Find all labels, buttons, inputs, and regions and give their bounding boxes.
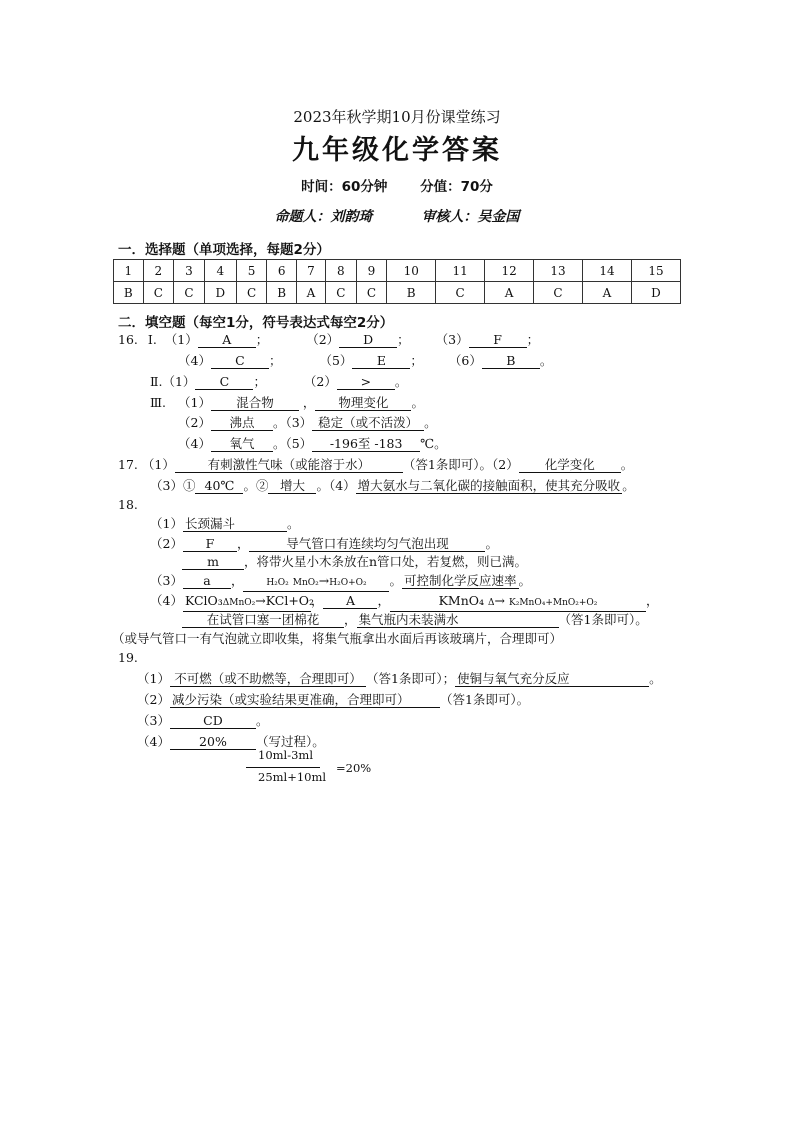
q18-line3 [182, 553, 527, 571]
q18-answer-4e: 集气瓶内未装满水 [357, 612, 559, 628]
table-row-numbers [114, 260, 681, 282]
table-cell: C [436, 282, 485, 304]
q18-equation-3 [390, 593, 646, 612]
table-cell: B [114, 282, 144, 304]
q16-part3-answer-4: 氧气 [211, 436, 273, 452]
table-cell: C [143, 282, 174, 304]
q18-answer-4b: A [323, 593, 377, 609]
q16-line6: （2） 沸点 。（3） 稳定（或不活泼） 。 [178, 415, 437, 430]
q18-answer-2a: F [183, 536, 237, 552]
q19-answer-3: CD [170, 713, 256, 729]
q18-number: 18. [118, 497, 138, 512]
q18-answer-2b: 导气管口有连续均匀气泡出现 [249, 536, 485, 552]
table-cell: C [356, 282, 387, 304]
table-cell: 15 [631, 260, 680, 282]
q18-eq1-reactant: H₂O₂ [266, 578, 289, 588]
exam-meta [0, 175, 794, 195]
q18-eq3-reactant: KMnO₄ [438, 593, 485, 608]
q16-line7: （4） 氧气 。（5） -196至 -183 ℃。 [178, 436, 447, 451]
exam-score: 分值：70分 [420, 179, 493, 195]
q19-line4: （4） 20% （写过程）。 [137, 734, 325, 749]
q16-part3-answer-5: -196至 -183 [312, 436, 420, 452]
q18-line1: （1） 长颈漏斗 。 [150, 516, 300, 531]
q16-answer-6: B [482, 353, 540, 369]
table-cell: C [325, 282, 356, 304]
q17-line2: （3）① 40℃ 。② 增大 。（4） 增大氨水与二氧化碳的接触面积，使其充分吸收 。 [150, 478, 635, 493]
q18-answer-4d: 在试管口塞一团棉花 [182, 612, 344, 628]
exam-reviewer: 审核人：吴金国 [421, 209, 520, 225]
table-cell: 1 [114, 260, 144, 282]
exam-time: 时间：60分钟 [301, 179, 388, 195]
q18-line6: 在试管口塞一团棉花 ， 集气瓶内未装满水 （答1条即可）。 [182, 611, 648, 629]
exam-title: 九年级化学答案 [292, 135, 502, 166]
table-cell: 11 [436, 260, 485, 282]
q17-answer-1: 有刺激性气味（或能溶于水） [175, 457, 403, 473]
table-cell: 3 [174, 260, 205, 282]
q17-answer-4: 增大氨水与二氧化碳的接触面积，使其充分吸收 [357, 478, 621, 493]
q19-answer-1a: 不可燃（或不助燃等，合理即可） [170, 671, 366, 687]
q18-note: （答1条即可）。 [558, 612, 648, 627]
q19-answer-2: 减少污染（或实验结果更准确，合理即可） [170, 692, 440, 708]
q19-note-4: （写过程）。 [255, 734, 325, 749]
q16-part3-answer-3: 稳定（或不活泼） [312, 415, 424, 431]
exam-author: 命题人：刘韵琦 [274, 209, 373, 225]
exam-authors [0, 206, 794, 226]
table-cell: 6 [267, 260, 297, 282]
q19-line3: （3） CD 。 [137, 713, 269, 728]
table-cell: B [267, 282, 297, 304]
q18-eq2-catalyst: MnO₂ [229, 598, 256, 608]
q18-answer-3c: 可控制化学反应速率 [403, 573, 517, 588]
q19-line2: （2） 减少污染（或实验结果更准确，合理即可） （答1条即可）。 [137, 692, 530, 707]
q19-line1: （1） 不可燃（或不助燃等，合理即可） （答1条即可）； 使铜与氧气充分反应 。 [137, 671, 662, 686]
q18-eq2-condition: Δ [222, 598, 230, 608]
q16-answer-2: D [339, 332, 397, 348]
q16-part2-answer-1: C [195, 374, 253, 390]
arrow-icon: → [255, 593, 266, 608]
q18-equation-2 [183, 593, 315, 612]
q18-text-2d: ，将带火星小木条放在n管口处，若复燃，则已满。 [244, 554, 528, 569]
q16-part3-label: Ⅲ. [150, 395, 167, 410]
q16-answer-4: C [211, 353, 269, 369]
q16-line4 [150, 394, 166, 412]
q16-part2-label: Ⅱ. [150, 374, 163, 389]
q18-extra-note: （或导气管口一有气泡就立即收集，将集气瓶拿出水面后再该玻璃片，合理即可） [112, 631, 563, 646]
table-cell: D [631, 282, 680, 304]
table-cell: 2 [143, 260, 174, 282]
calc-denominator: 25ml+10ml [258, 770, 327, 784]
q18-line5: （4） KClO₃ΔMnO₂→KCl+O₂， A ， KMnO₄ Δ→ K₂MnO₄+MnO₂+O₂ ， [150, 592, 659, 612]
table-cell: 5 [236, 260, 267, 282]
fraction-bar [246, 767, 320, 768]
q18-eq3-product: K₂MnO₄+MnO₂+O₂ [508, 598, 598, 608]
q16-part1-label: Ⅰ. [147, 332, 157, 347]
table-cell: C [534, 282, 583, 304]
q19-answer-1b: 使铜与氧气充分反应 [455, 671, 649, 687]
q16-part3-answer-1a: 混合物 [211, 395, 299, 411]
q16-line2: （4） C ； （5） E ； （6） B 。 [178, 353, 553, 368]
table-row-answers [114, 282, 681, 304]
q16-part3-answer-1b: 物理变化 [315, 395, 411, 411]
calc-result: =20% [336, 761, 372, 775]
q19-note-2: （答1条即可）。 [439, 692, 530, 707]
q19-note-1: （答1条即可）； [365, 671, 456, 686]
q18-eq2-reactant: KClO₃ [184, 593, 223, 608]
table-cell: 9 [356, 260, 387, 282]
q18-eq3-condition: Δ [488, 598, 495, 608]
table-cell: A [485, 282, 534, 304]
table-cell: D [204, 282, 236, 304]
q18-eq1-catalyst: MnO₂ [292, 578, 319, 588]
table-cell: 14 [582, 260, 631, 282]
section2-heading: 二．填空题（每空1分，符号表达式每空2分） [118, 315, 394, 331]
q16-line1: 16. Ⅰ. （1） A ； （2） D ； （3） F ； [118, 332, 540, 347]
exam-subtitle: 2023年秋学期10月份课堂练习 [293, 108, 501, 126]
section1-heading: 一．选择题（单项选择，每题2分） [118, 242, 330, 258]
arrow-icon: → [494, 593, 505, 608]
table-cell: A [296, 282, 325, 304]
q18-answer-2c: m [182, 554, 244, 570]
q17-note: （答1条即可） [402, 457, 480, 472]
q16-number: 16. [118, 332, 138, 347]
q18-answer-1: 长颈漏斗 [183, 516, 287, 532]
table-cell: C [236, 282, 267, 304]
choice-answer-table [113, 259, 681, 304]
q17-answer-3a: 40℃ [195, 478, 243, 494]
q17-number: 17. [118, 457, 138, 472]
table-cell: 4 [204, 260, 236, 282]
q18-answer-3a: a [183, 573, 231, 589]
q18-eq1-product: H₂O+O₂ [329, 578, 367, 588]
q19-answer-4: 20% [170, 734, 256, 750]
q16-part2-answer-2: > [337, 374, 395, 390]
q16-answer-3: F [469, 332, 527, 348]
table-cell: 13 [534, 260, 583, 282]
q18-eq2-product: KCl+O₂ [265, 593, 315, 608]
q17-answer-2: 化学变化 [519, 457, 621, 473]
table-cell: A [582, 282, 631, 304]
table-cell: 8 [325, 260, 356, 282]
q16-line5: （1） 混合物 ， 物理变化 。 [178, 395, 424, 410]
q16-part3-answer-2: 沸点 [211, 415, 273, 431]
q18-line4: （3） a ， H₂O₂ MnO₂→H₂O+O₂ 。 可控制化学反应速率 。 [150, 572, 531, 592]
arrow-icon: → [318, 573, 330, 588]
q18-equation-1 [243, 573, 389, 592]
calc-numerator: 10ml-3ml [258, 748, 314, 762]
table-cell: B [387, 282, 436, 304]
q16-line3: Ⅱ.（1） C ； （2） > 。 [150, 374, 408, 389]
table-cell: 10 [387, 260, 436, 282]
q18-line2: （2） F ， 导气管口有连续均匀气泡出现 。 [150, 536, 498, 551]
q19-number: 19. [118, 650, 138, 665]
q16-answer-1: A [198, 332, 256, 348]
table-cell: C [174, 282, 205, 304]
table-cell: 12 [485, 260, 534, 282]
q17-answer-3b: 增大 [268, 478, 316, 494]
q17-line1: 17. （1） 有刺激性气味（或能溶于水） （答1条即可）。（2） 化学变化 。 [118, 457, 634, 472]
q16-answer-5: E [352, 353, 410, 369]
table-cell: 7 [296, 260, 325, 282]
